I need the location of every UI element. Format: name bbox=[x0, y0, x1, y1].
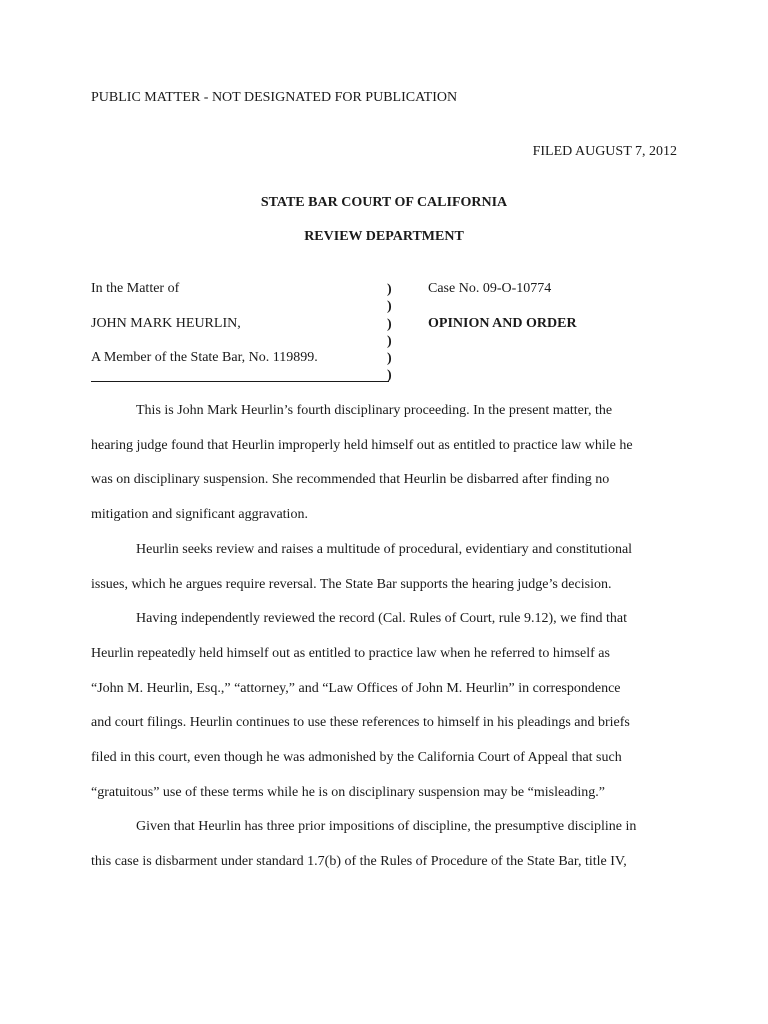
filed-date: FILED AUGUST 7, 2012 bbox=[532, 144, 677, 159]
department-name: REVIEW DEPARTMENT bbox=[304, 229, 464, 244]
body-line: filed in this court, even though he was admonished by the California Court of Appeal that such bbox=[91, 750, 622, 765]
caption-matter: In the Matter of bbox=[91, 281, 180, 296]
caption-paren: ) bbox=[387, 334, 392, 349]
body-line: Heurlin seeks review and raises a multitude of procedural, evidentiary and constitutional bbox=[136, 542, 633, 557]
body-line: “gratuitous” use of these terms while he is on disciplinary suspension may be “misleading.” bbox=[91, 785, 605, 800]
caption-paren: ) bbox=[387, 368, 392, 383]
caption-paren: ) bbox=[387, 282, 392, 297]
caption-underline bbox=[91, 381, 389, 382]
body-line: This is John Mark Heurlin’s fourth disciplinary proceeding. In the present matter, the bbox=[136, 403, 613, 418]
publication-notice: PUBLIC MATTER - NOT DESIGNATED FOR PUBLICATION bbox=[91, 90, 458, 105]
body-line: Heurlin repeatedly held himself out as entitled to practice law when he referred to himself as bbox=[91, 646, 610, 661]
caption-respondent: JOHN MARK HEURLIN, bbox=[91, 316, 241, 331]
caption-paren: ) bbox=[387, 317, 392, 332]
body-line: mitigation and significant aggravation. bbox=[91, 507, 308, 522]
body-line: Having independently reviewed the record (Cal. Rules of Court, rule 9.12), we find that bbox=[136, 611, 628, 626]
caption-paren: ) bbox=[387, 299, 392, 314]
body-line: this case is disbarment under standard 1.7(b) of the Rules of Procedure of the State Bar, title IV, bbox=[91, 854, 627, 869]
body-line: Given that Heurlin has three prior impositions of discipline, the presumptive discipline in bbox=[136, 819, 637, 834]
body-line: issues, which he argues require reversal. The State Bar supports the hearing judge’s decision. bbox=[91, 577, 612, 592]
case-number: Case No. 09-O-10774 bbox=[428, 281, 552, 296]
document-title: OPINION AND ORDER bbox=[428, 316, 577, 331]
body-line: was on disciplinary suspension. She recommended that Heurlin be disbarred after finding no bbox=[91, 472, 610, 487]
caption-paren: ) bbox=[387, 351, 392, 366]
court-name: STATE BAR COURT OF CALIFORNIA bbox=[260, 195, 508, 210]
body-line: and court filings. Heurlin continues to use these references to himself in his pleadings and briefs bbox=[91, 715, 630, 730]
body-line: “John M. Heurlin, Esq.,” “attorney,” and “Law Offices of John M. Heurlin” in correspondence bbox=[91, 681, 621, 696]
caption-member: A Member of the State Bar, No. 119899. bbox=[91, 350, 318, 365]
body-line: hearing judge found that Heurlin improperly held himself out as entitled to practice law while he bbox=[91, 438, 633, 453]
